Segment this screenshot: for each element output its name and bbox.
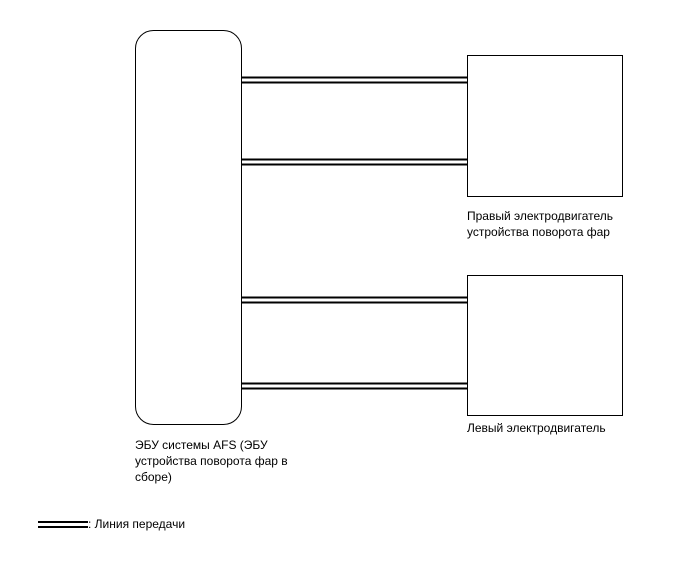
- ecu-label-line-2: устройства поворота фар в: [135, 454, 288, 468]
- right-motor-label-line-2: устройства поворота фар: [467, 225, 610, 239]
- legend-transmission-line-symbol: [38, 522, 88, 527]
- right-motor-label: [467, 208, 613, 240]
- left-motor-label-line-1: Левый электродвигатель: [467, 421, 606, 435]
- ecu-label-line-1: ЭБУ системы AFS (ЭБУ: [135, 438, 268, 452]
- transmission-line-1: [242, 78, 467, 83]
- ecu-label: [135, 437, 288, 485]
- transmission-line-4: [242, 384, 467, 389]
- ecu-block: [136, 31, 242, 425]
- transmission-line-3: [242, 298, 467, 303]
- transmission-line-2: [242, 160, 467, 165]
- left-motor-box: [468, 276, 623, 416]
- ecu-label-line-3: сборе): [135, 470, 172, 484]
- right-motor-label-line-1: Правый электродвигатель: [467, 209, 614, 223]
- left-motor-label: [467, 420, 606, 436]
- right-motor-box: [468, 56, 623, 197]
- legend-label: : Линия передачи: [88, 517, 186, 531]
